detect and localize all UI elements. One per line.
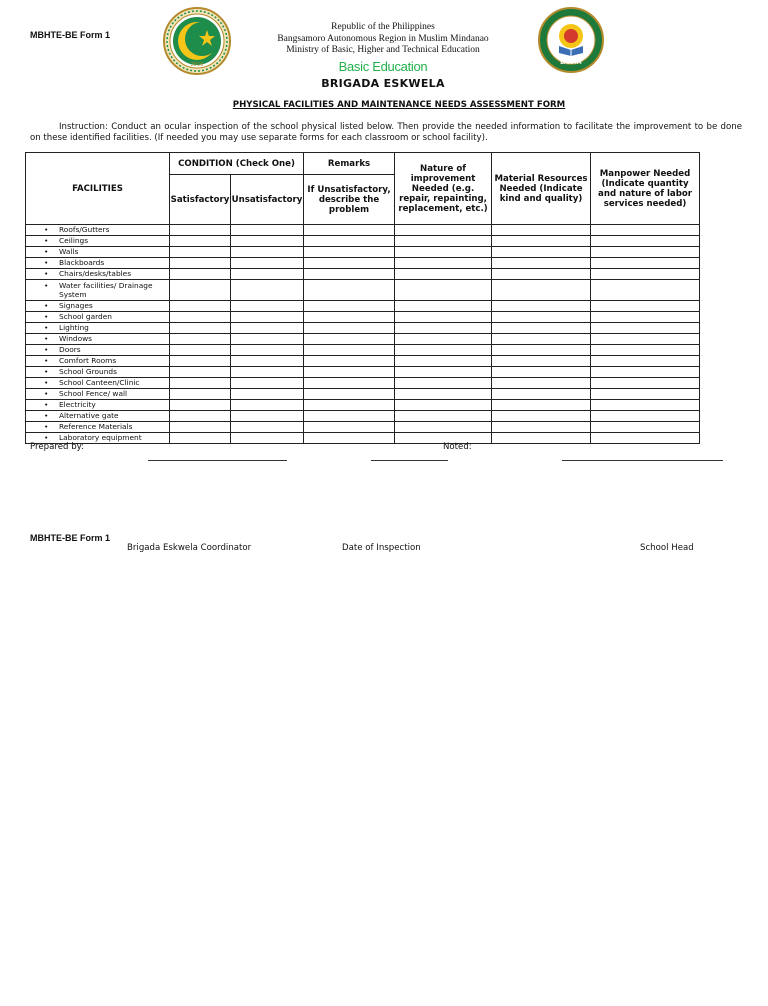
remarks-cell[interactable]	[304, 236, 395, 247]
bullet-icon: •	[44, 433, 49, 443]
bullet-icon: •	[44, 280, 49, 290]
satisfactory-cell[interactable]	[170, 225, 231, 236]
form-number-bottom: MBHTE-BE Form 1	[30, 533, 111, 543]
bullet-icon: •	[44, 269, 49, 279]
school-head-signature-line[interactable]	[562, 460, 723, 461]
remarks-cell[interactable]	[304, 345, 395, 356]
material-cell[interactable]	[492, 312, 591, 323]
table-row	[26, 280, 700, 301]
material-cell[interactable]	[492, 400, 591, 411]
facility-cell	[26, 400, 170, 411]
remarks-cell[interactable]	[304, 225, 395, 236]
bullet-icon: •	[44, 345, 49, 355]
material-cell[interactable]	[492, 356, 591, 367]
facility-label: Walls	[59, 247, 79, 257]
bullet-icon: •	[44, 367, 49, 377]
manpower-cell[interactable]	[591, 422, 700, 433]
material-cell[interactable]	[492, 367, 591, 378]
satisfactory-cell[interactable]	[170, 345, 231, 356]
unsatisfactory-cell[interactable]	[231, 236, 304, 247]
unsatisfactory-cell[interactable]	[231, 334, 304, 345]
material-cell[interactable]	[492, 225, 591, 236]
facility-cell	[26, 411, 170, 422]
satisfactory-cell[interactable]	[170, 258, 231, 269]
satisfactory-cell[interactable]	[170, 269, 231, 280]
manpower-cell[interactable]	[591, 258, 700, 269]
facility-cell	[26, 356, 170, 367]
bullet-icon: •	[44, 334, 49, 344]
remarks-cell[interactable]	[304, 422, 395, 433]
table-row	[26, 389, 700, 400]
manpower-cell[interactable]	[591, 280, 700, 301]
bullet-icon: •	[44, 301, 49, 311]
facility-cell	[26, 280, 170, 301]
facility-cell	[26, 389, 170, 400]
manpower-cell[interactable]	[591, 356, 700, 367]
facility-label: Ceilings	[59, 236, 89, 246]
nature-cell[interactable]	[395, 345, 492, 356]
remarks-cell[interactable]	[304, 258, 395, 269]
facility-cell	[26, 378, 170, 389]
material-cell[interactable]	[492, 258, 591, 269]
header-program: BRIGADA ESKWELA	[321, 77, 445, 90]
prepared-by-label: Prepared by:	[30, 442, 85, 452]
facility-label: Windows	[59, 334, 92, 344]
satisfactory-cell[interactable]	[170, 378, 231, 389]
remarks-cell[interactable]	[304, 280, 395, 301]
header-remarks: Remarks	[304, 153, 395, 175]
nature-cell[interactable]	[395, 323, 492, 334]
table-row	[26, 323, 700, 334]
satisfactory-cell[interactable]	[170, 411, 231, 422]
bullet-icon: •	[44, 422, 49, 432]
coordinator-signature-line[interactable]	[148, 460, 287, 461]
manpower-cell[interactable]	[591, 433, 700, 444]
unsatisfactory-cell[interactable]	[231, 269, 304, 280]
table-row	[26, 367, 700, 378]
remarks-cell[interactable]	[304, 247, 395, 258]
material-cell[interactable]	[492, 301, 591, 312]
manpower-cell[interactable]	[591, 411, 700, 422]
seal-year: 2019	[190, 62, 204, 68]
unsatisfactory-cell[interactable]	[231, 258, 304, 269]
header-ministry: Ministry of Basic, Higher and Technical Education	[286, 45, 480, 55]
noted-label: Noted:	[443, 442, 472, 452]
unsatisfactory-cell[interactable]	[231, 356, 304, 367]
satisfactory-cell[interactable]	[170, 389, 231, 400]
satisfactory-cell[interactable]	[170, 334, 231, 345]
table-row	[26, 269, 700, 280]
remarks-cell[interactable]	[304, 389, 395, 400]
material-cell[interactable]	[492, 269, 591, 280]
remarks-cell[interactable]	[304, 269, 395, 280]
nature-cell[interactable]	[395, 280, 492, 301]
facility-cell	[26, 345, 170, 356]
material-cell[interactable]	[492, 345, 591, 356]
table-row	[26, 225, 700, 236]
unsatisfactory-cell[interactable]	[231, 411, 304, 422]
nature-cell[interactable]	[395, 247, 492, 258]
remarks-cell[interactable]	[304, 367, 395, 378]
facility-label: School garden	[59, 312, 112, 322]
bullet-icon: •	[44, 411, 49, 421]
nature-cell[interactable]	[395, 258, 492, 269]
remarks-cell[interactable]	[304, 301, 395, 312]
manpower-cell[interactable]	[591, 389, 700, 400]
remarks-cell[interactable]	[304, 334, 395, 345]
date-of-inspection-label: Date of Inspection	[342, 543, 421, 553]
unsatisfactory-cell[interactable]	[231, 280, 304, 301]
header-region: Bangsamoro Autonomous Region in Muslim Mindanao	[277, 34, 489, 44]
remarks-cell[interactable]	[304, 356, 395, 367]
manpower-cell[interactable]	[591, 334, 700, 345]
facility-cell	[26, 225, 170, 236]
unsatisfactory-cell[interactable]	[231, 301, 304, 312]
unsatisfactory-cell[interactable]	[231, 312, 304, 323]
seal-abbr: BARMM	[560, 60, 582, 66]
bullet-icon: •	[44, 236, 49, 246]
unsatisfactory-cell[interactable]	[231, 367, 304, 378]
unsatisfactory-cell[interactable]	[231, 433, 304, 444]
bullet-icon: •	[44, 378, 49, 388]
material-cell[interactable]	[492, 334, 591, 345]
remarks-cell[interactable]	[304, 433, 395, 444]
manpower-cell[interactable]	[591, 378, 700, 389]
satisfactory-cell[interactable]	[170, 301, 231, 312]
nature-cell[interactable]	[395, 269, 492, 280]
header-nature-of-improvement: Nature of improvement Needed (e.g. repair, repainting, replacement, etc.)	[395, 153, 492, 225]
table-row	[26, 247, 700, 258]
table-row	[26, 312, 700, 323]
header-republic: Republic of the Philippines	[331, 22, 435, 32]
facility-label: Alternative gate	[59, 411, 119, 421]
header-remarks-description: If Unsatisfactory, describe the problem	[304, 175, 395, 225]
remarks-cell[interactable]	[304, 323, 395, 334]
table-row	[26, 258, 700, 269]
unsatisfactory-cell[interactable]	[231, 345, 304, 356]
bullet-icon: •	[44, 323, 49, 333]
bullet-icon: •	[44, 312, 49, 322]
nature-cell[interactable]	[395, 389, 492, 400]
coordinator-label: Brigada Eskwela Coordinator	[127, 543, 252, 553]
material-cell[interactable]	[492, 422, 591, 433]
nature-cell[interactable]	[395, 367, 492, 378]
material-cell[interactable]	[492, 247, 591, 258]
header-manpower: Manpower Needed (Indicate quantity and nature of labor services needed)	[591, 153, 700, 225]
manpower-cell[interactable]	[591, 236, 700, 247]
facility-cell	[26, 312, 170, 323]
nature-cell[interactable]	[395, 378, 492, 389]
material-cell[interactable]	[492, 433, 591, 444]
facility-label: Lighting	[59, 323, 89, 333]
nature-cell[interactable]	[395, 225, 492, 236]
facility-label: School Fence/ wall	[59, 389, 128, 399]
bullet-icon: •	[44, 356, 49, 366]
facility-cell	[26, 258, 170, 269]
facility-label: Chairs/desks/tables	[59, 269, 132, 279]
manpower-cell[interactable]	[591, 323, 700, 334]
remarks-cell[interactable]	[304, 411, 395, 422]
facility-label: School Canteen/Clinic	[59, 378, 140, 388]
satisfactory-cell[interactable]	[170, 367, 231, 378]
manpower-cell[interactable]	[591, 247, 700, 258]
satisfactory-cell[interactable]	[170, 236, 231, 247]
table-row	[26, 411, 700, 422]
remarks-cell[interactable]	[304, 400, 395, 411]
facility-label: Blackboards	[59, 258, 105, 268]
nature-cell[interactable]	[395, 312, 492, 323]
facility-cell	[26, 236, 170, 247]
form-title: PHYSICAL FACILITIES AND MAINTENANCE NEEDS ASSESSMENT FORM	[232, 100, 566, 110]
material-cell[interactable]	[492, 323, 591, 334]
bullet-icon: •	[44, 389, 49, 399]
satisfactory-cell[interactable]	[170, 433, 231, 444]
table-row	[26, 378, 700, 389]
remarks-cell[interactable]	[304, 312, 395, 323]
satisfactory-cell[interactable]	[170, 400, 231, 411]
facility-cell	[26, 334, 170, 345]
school-head-label: School Head	[640, 543, 694, 553]
table-row	[26, 400, 700, 411]
table-row	[26, 334, 700, 345]
nature-cell[interactable]	[395, 400, 492, 411]
nature-cell[interactable]	[395, 236, 492, 247]
material-cell[interactable]	[492, 389, 591, 400]
material-cell[interactable]	[492, 236, 591, 247]
facility-label: Electricity	[59, 400, 96, 410]
header-material-resources: Material Resources Needed (Indicate kind and quality)	[492, 153, 591, 225]
bullet-icon: •	[44, 247, 49, 257]
unsatisfactory-cell[interactable]	[231, 389, 304, 400]
bullet-icon: •	[44, 225, 49, 235]
facility-cell	[26, 422, 170, 433]
manpower-cell[interactable]	[591, 367, 700, 378]
nature-cell[interactable]	[395, 301, 492, 312]
unsatisfactory-cell[interactable]	[231, 400, 304, 411]
satisfactory-cell[interactable]	[170, 323, 231, 334]
unsatisfactory-cell[interactable]	[231, 323, 304, 334]
facility-cell	[26, 269, 170, 280]
unsatisfactory-cell[interactable]	[231, 378, 304, 389]
manpower-cell[interactable]	[591, 301, 700, 312]
table-row	[26, 356, 700, 367]
nature-cell[interactable]	[395, 422, 492, 433]
header-condition: CONDITION (Check One)	[170, 153, 304, 175]
facility-cell	[26, 247, 170, 258]
satisfactory-cell[interactable]	[170, 247, 231, 258]
nature-cell[interactable]	[395, 356, 492, 367]
table-row	[26, 236, 700, 247]
manpower-cell[interactable]	[591, 225, 700, 236]
satisfactory-cell[interactable]	[170, 422, 231, 433]
facility-label: Laboratory equipment	[59, 433, 142, 443]
nature-cell[interactable]	[395, 334, 492, 345]
manpower-cell[interactable]	[591, 345, 700, 356]
instruction-text: Instruction: Conduct an ocular inspection of the school physical listed below. Then provide the needed information to facilitate the improvement to be done on these identified facilities. (If needed you may use separate forms for each classroom or school facility).	[30, 122, 742, 143]
facility-label: Reference Materials	[59, 422, 133, 432]
satisfactory-cell[interactable]	[170, 280, 231, 301]
unsatisfactory-cell[interactable]	[231, 247, 304, 258]
unsatisfactory-cell[interactable]	[231, 225, 304, 236]
facility-label: Water facilities/ Drainage System	[59, 280, 153, 299]
facility-label: Signages	[59, 301, 93, 311]
bullet-icon: •	[44, 258, 49, 268]
table-row	[26, 345, 700, 356]
satisfactory-cell[interactable]	[170, 312, 231, 323]
facility-label: Doors	[59, 345, 81, 355]
material-cell[interactable]	[492, 378, 591, 389]
manpower-cell[interactable]	[591, 312, 700, 323]
header-satisfactory: Satisfactory	[170, 175, 231, 225]
table-row	[26, 433, 700, 444]
facility-cell	[26, 323, 170, 334]
unsatisfactory-cell[interactable]	[231, 422, 304, 433]
facility-label: School Grounds	[59, 367, 117, 377]
header-facilities: FACILITIES	[26, 153, 170, 225]
bullet-icon: •	[44, 400, 49, 410]
manpower-cell[interactable]	[591, 269, 700, 280]
table-row	[26, 422, 700, 433]
material-cell[interactable]	[492, 411, 591, 422]
header-unsatisfactory: Unsatisfactory	[231, 175, 304, 225]
facility-label: Comfort Rooms	[59, 356, 117, 366]
header-basic-education: Basic Education	[338, 59, 428, 74]
satisfactory-cell[interactable]	[170, 356, 231, 367]
material-cell[interactable]	[492, 280, 591, 301]
form-number-top: MBHTE-BE Form 1	[30, 30, 111, 40]
remarks-cell[interactable]	[304, 378, 395, 389]
manpower-cell[interactable]	[591, 400, 700, 411]
nature-cell[interactable]	[395, 411, 492, 422]
date-signature-line[interactable]	[371, 460, 448, 461]
facility-label: Roofs/Gutters	[59, 225, 110, 235]
table-row	[26, 301, 700, 312]
assessment-table	[25, 152, 700, 444]
facility-cell	[26, 301, 170, 312]
facility-cell	[26, 367, 170, 378]
